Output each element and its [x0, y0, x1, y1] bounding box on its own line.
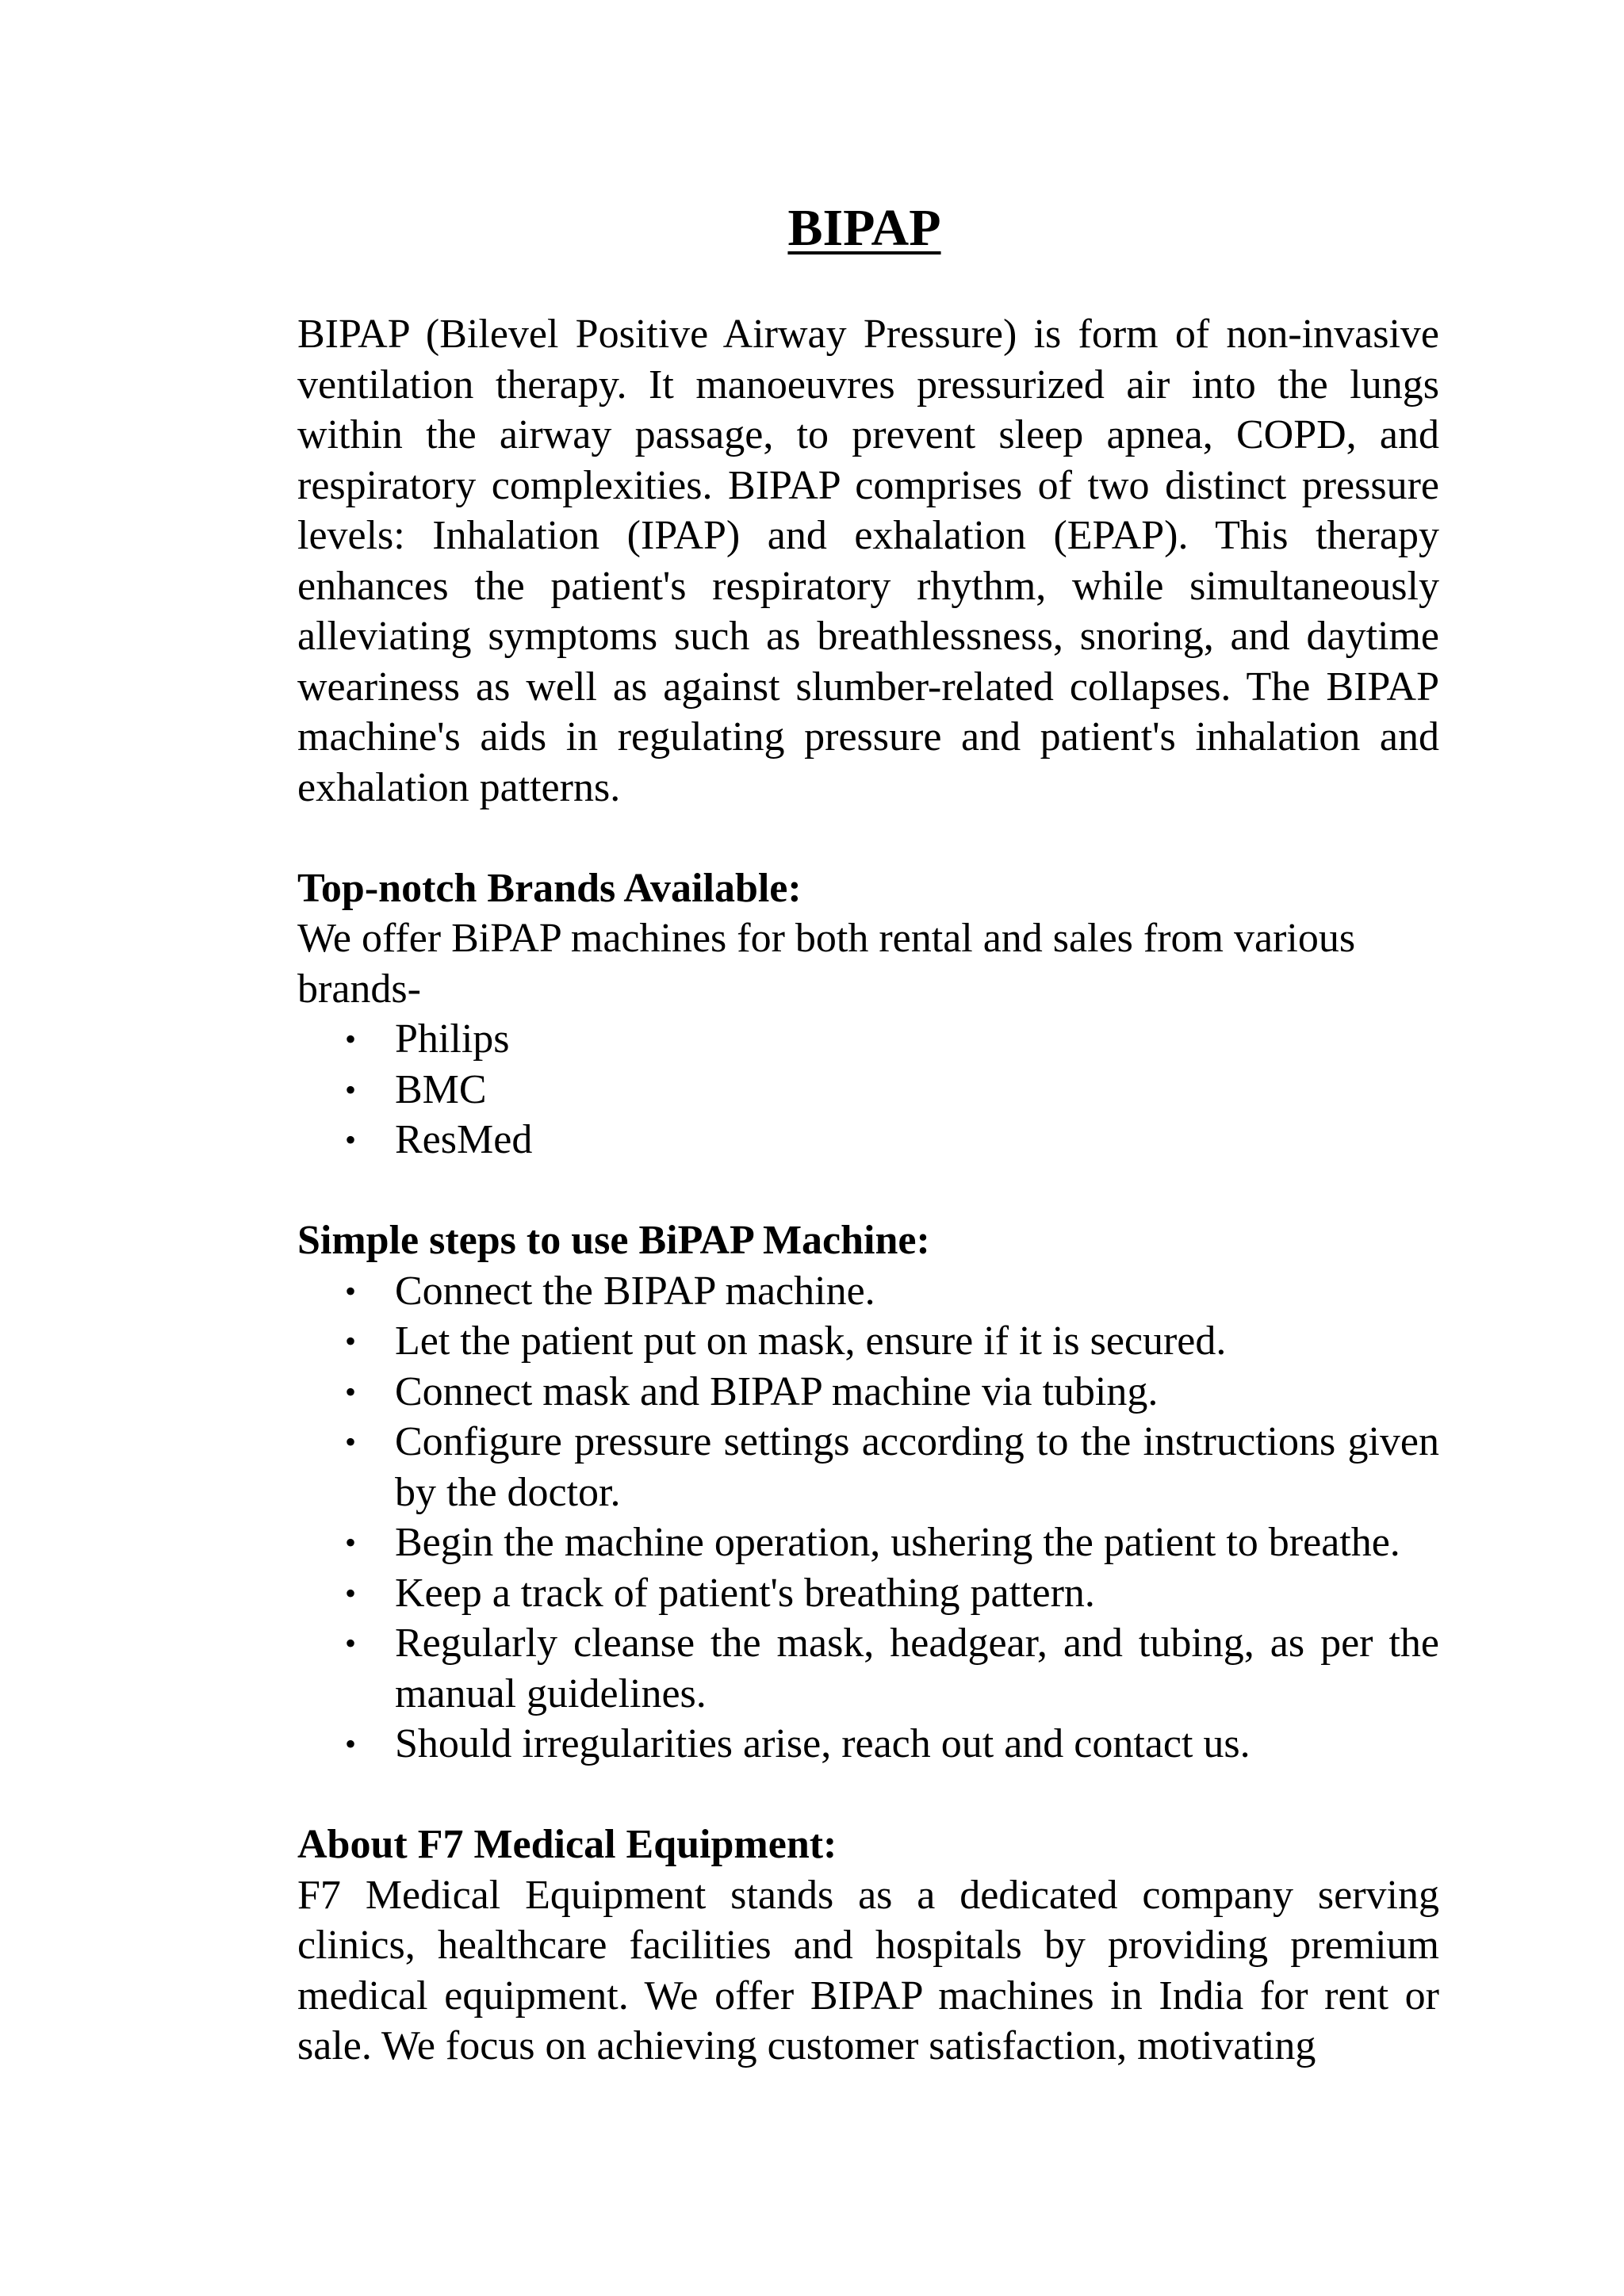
bullet-icon: •: [345, 1575, 357, 1611]
list-item-brand: [297, 1014, 1439, 1065]
bullet-icon: •: [345, 1625, 357, 1661]
steps-list: [297, 1266, 1439, 1770]
list-item-step: [297, 1568, 1439, 1619]
step-text: Connect the BIPAP machine.: [395, 1268, 875, 1314]
brands-heading: Top-notch Brands Available:: [297, 865, 802, 911]
steps-heading: Simple steps to use BiPAP Machine:: [297, 1218, 930, 1263]
brand-name: ResMed: [395, 1117, 533, 1162]
page-title: [0, 197, 1624, 260]
list-item-step: [297, 1316, 1439, 1367]
bullet-icon: •: [345, 1373, 357, 1410]
list-item-step: [297, 1367, 1439, 1418]
bullet-icon: •: [345, 1272, 357, 1309]
step-text: Begin the machine operation, ushering the patient to breathe.: [395, 1520, 1400, 1565]
bullet-icon: •: [345, 1122, 357, 1158]
bullet-icon: •: [345, 1071, 357, 1108]
spacer: [297, 1165, 1439, 1216]
list-item-brand: [297, 1065, 1439, 1115]
step-text: Keep a track of patient's breathing pattern.: [395, 1570, 1095, 1616]
list-item-step: [297, 1417, 1439, 1517]
step-text: Should irregularities arise, reach out and contact us.: [395, 1721, 1251, 1766]
spacer: [297, 1770, 1439, 1820]
step-text: Let the patient put on mask, ensure if it is secured.: [395, 1318, 1227, 1364]
page-title-text: BIPAP: [787, 199, 941, 257]
bullet-icon: •: [345, 1525, 357, 1560]
list-item-step: [297, 1618, 1439, 1719]
brand-name: BMC: [395, 1066, 487, 1112]
brands-list: [297, 1014, 1439, 1165]
bullet-icon: •: [345, 1021, 357, 1057]
document-body: [297, 309, 1439, 2072]
spacer: [297, 813, 1439, 863]
step-text: Connect mask and BIPAP machine via tubing.: [395, 1368, 1159, 1414]
brands-intro-text: We offer BiPAP machines for both rental and sales from various brands-: [297, 916, 1356, 1012]
brand-name: Philips: [395, 1016, 510, 1062]
bullet-icon: •: [345, 1424, 357, 1460]
list-item-step: [297, 1719, 1439, 1770]
step-text: Regularly cleanse the mask, headgear, and tubing, as per the manual guidelines.: [395, 1621, 1439, 1716]
list-item-step: [297, 1266, 1439, 1317]
bullet-icon: •: [345, 1323, 357, 1359]
bullet-icon: •: [345, 1726, 357, 1762]
step-text: Configure pressure settings according to the instructions given by the doctor.: [395, 1419, 1439, 1515]
about-heading: About F7 Medical Equipment:: [297, 1822, 837, 1867]
about-paragraph: F7 Medical Equipment stands as a dedicated company serving clinics, healthcare facilities and hospitals by providing premium medical equipment. We offer BIPAP machines in India for rent or sale. We focus on achieving customer satisfaction, motivating: [297, 1872, 1439, 2068]
list-item-brand: [297, 1115, 1439, 1165]
list-item-step: [297, 1517, 1439, 1568]
intro-paragraph: BIPAP (Bilevel Positive Airway Pressure) is form of non-invasive ventilation therapy. It manoeuvres pressurized air into the lungs within the airway passage, to prevent sleep apnea, COPD, and respiratory complexities. BIPAP comprises of two distinct pressure levels: Inhalation (IPAP) and exhalation (EPAP). This therapy enhances the patient's respiratory rhythm, while simultaneously alleviating symptoms such as breathlessness, snoring, and daytime weariness as well as against slumber-related collapses. The BIPAP machine's aids in regulating pressure and patient's inhalation and exhalation patterns.: [297, 312, 1439, 810]
